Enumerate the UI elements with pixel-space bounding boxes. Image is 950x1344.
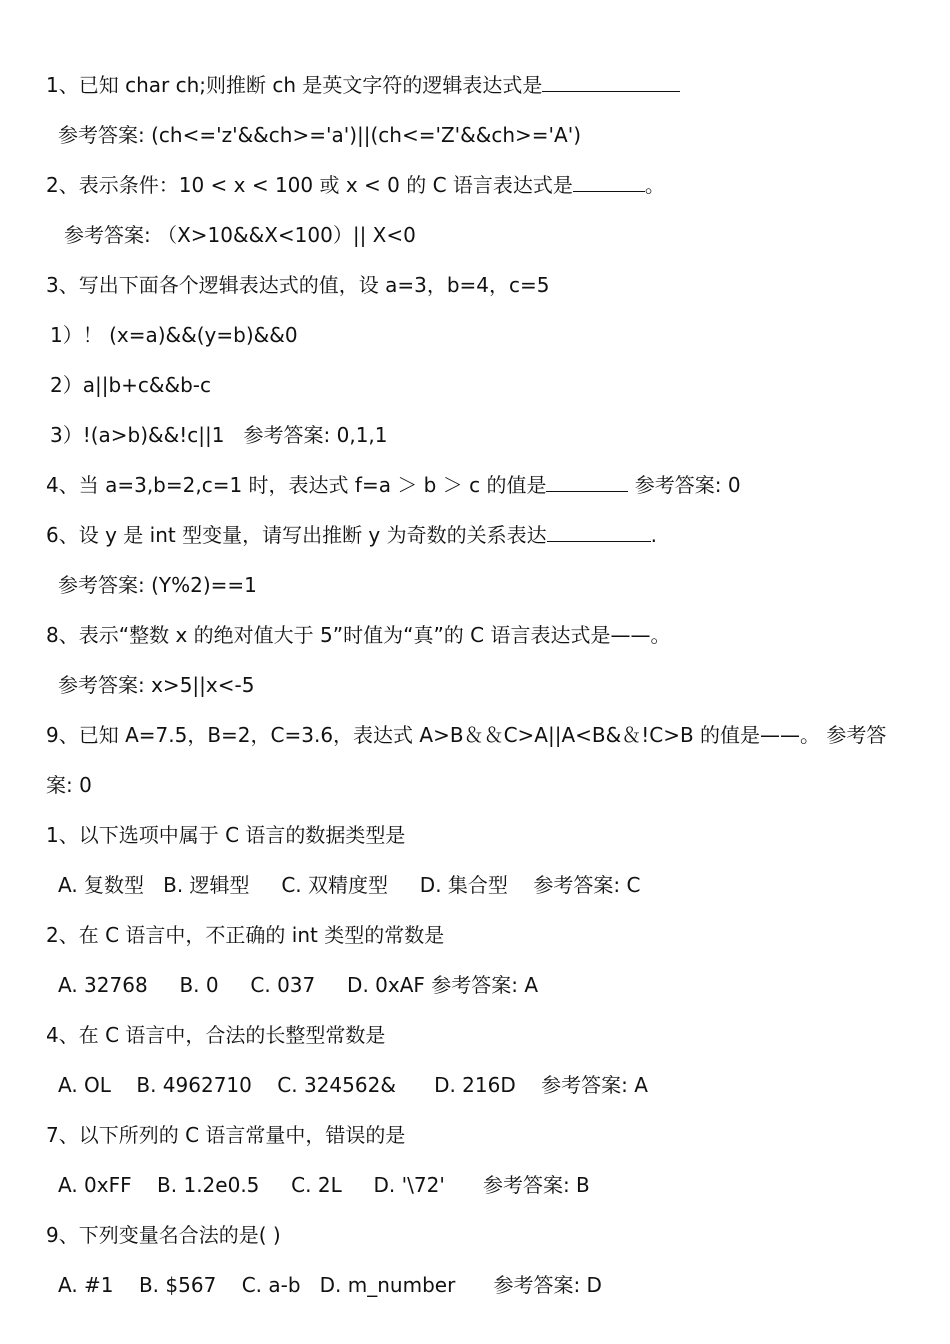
question-text: 4、当 a=3,b=2,c=1 时，表达式 f=a ＞ b ＞ c 的值是	[46, 473, 547, 497]
sub-question-line: 2）a||b+c&&b-c	[50, 373, 212, 397]
question-line: 7、以下所列的 C 语言常量中，错误的是	[46, 1123, 406, 1147]
question-line: 9、下列变量名合法的是( )	[46, 1223, 281, 1247]
answer-line: 参考答案: (ch<='z'&&ch>='a')||(ch<='Z'&&ch>='A')	[58, 123, 582, 147]
answer-blank	[547, 520, 651, 542]
question-line	[46, 160, 910, 210]
answer-blank	[573, 170, 645, 192]
sub-question-line: 3）!(a>b)&&!c||1 参考答案: 0,1,1	[50, 423, 388, 447]
question-text: 1、已知 char ch;则推断 ch 是英文字符的逻辑表达式是	[46, 73, 543, 97]
answer-line: 参考答案: (Y%2)==1	[58, 573, 257, 597]
question-line	[46, 60, 910, 110]
question-line: 4、在 C 语言中，合法的长整型常数是	[46, 1023, 386, 1047]
options-line: A. 32768 B. 0 C. 037 D. 0xAF 参考答案: A	[58, 973, 539, 997]
sub-question-line: 1）！ (x=a)&&(y=b)&&0	[50, 323, 298, 347]
question-line	[46, 510, 910, 560]
options-line: A. 0xFF B. 1.2e0.5 C. 2L D. '\72' 参考答案: B	[58, 1173, 590, 1197]
question-line: 2、在 C 语言中，不正确的 int 类型的常数是	[46, 923, 445, 947]
question-line: 8、表示“整数 x 的绝对值大于 5”时值为“真”的 C 语言表达式是——。	[46, 623, 671, 647]
answer-line: 参考答案: （X>10&&X<100）|| X<0	[64, 223, 416, 247]
question-line: 3、写出下面各个逻辑表达式的值，设 a=3，b=4，c=5	[46, 273, 550, 297]
answer-blank	[542, 70, 680, 92]
answer-line: 参考答案: x>5||x<-5	[58, 673, 255, 697]
question-line: 1、以下选项中属于 C 语言的数据类型是	[46, 823, 406, 847]
options-line: A. 复数型 B. 逻辑型 C. 双精度型 D. 集合型 参考答案: C	[58, 873, 641, 897]
question-text: 6、设 y 是 int 型变量，请写出推断 y 为奇数的关系表达	[46, 523, 547, 547]
options-line: A. #1 B. $567 C. a-b D. m_number 参考答案: D	[58, 1273, 602, 1297]
options-line: A. OL B. 4962710 C. 324562& D. 216D 参考答案: A	[58, 1073, 648, 1097]
question-line: 9、已知 A=7.5，B=2，C=3.6，表达式 A>B＆＆C>A||A<B&＆!C>B 的值是——。 参考答案: 0	[46, 723, 887, 797]
question-text-tail: .	[650, 523, 657, 547]
answer-blank	[546, 470, 628, 492]
question-text: 2、表示条件：10 < x < 100 或 x < 0 的 C 语言表达式是	[46, 173, 573, 197]
question-answer-inline: 参考答案: 0	[628, 473, 741, 497]
question-text-tail: 。	[644, 173, 665, 197]
question-line	[46, 460, 910, 510]
